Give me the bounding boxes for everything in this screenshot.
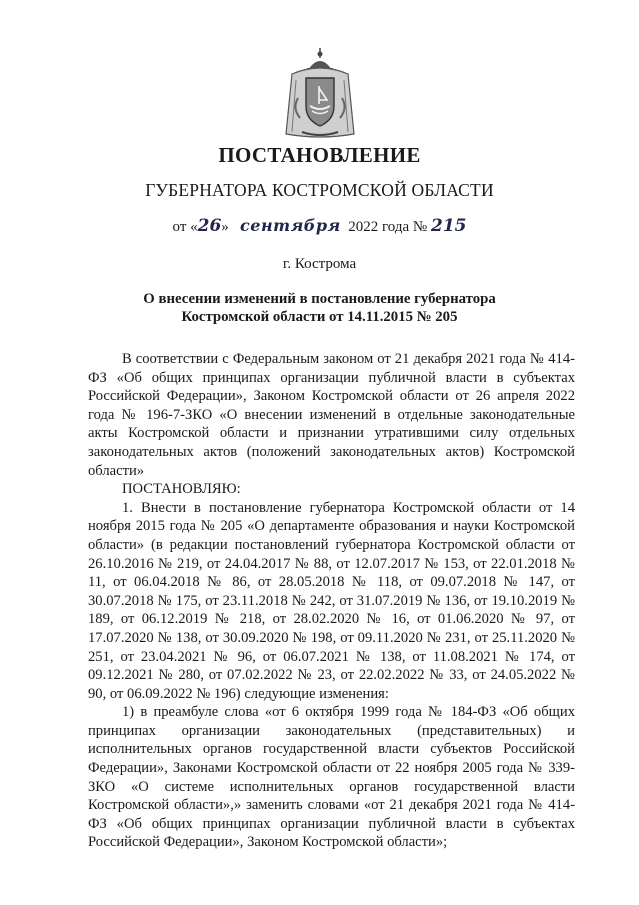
document-date-line	[0, 216, 639, 236]
document-title: ПОСТАНОВЛЕНИЕ	[218, 143, 421, 167]
date-day-close: »	[221, 219, 229, 235]
date-prefix: от «	[172, 219, 198, 235]
heading-line-1: О внесении изменений в постановление губернатора	[143, 291, 496, 307]
document-body	[88, 350, 575, 852]
decree-word: ПОСТАНОВЛЯЮ:	[122, 481, 241, 498]
handwritten-day: 26	[197, 216, 222, 236]
document-city: г. Кострома	[282, 256, 357, 272]
coat-of-arms-icon	[282, 48, 358, 140]
item-1-paragraph: 1. Внести в постановление губернатора Костромской области от 14 ноября 2015 года № 205 «О департаменте образования и науки Костромской области» (в редакции постановлений губернатора Костромской области от 26.10.2016 № 219, от 24.04.2017 № 88, от 12.07.2017 № 153, от 22.01.2018 № 11, от 06.04.2018 № 86, от 28.05.2018 № 118, от 09.07.2018 № 147, от 30.07.2018 № 175, от 23.11.2018 № 242, от 31.07.2019 № 136, от 19.10.2019 № 189, от 06.12.2019 № 218, от 28.02.2020 № 16, от 01.06.2020 № 97, от 17.07.2020 № 138, от 30.09.2020 № 198, от 09.11.2020 № 231, от 25.11.2020 № 251, от 23.04.2021 № 96, от 06.07.2021 № 138, от 11.08.2021 № 174, от 09.12.2021 № 280, от 07.02.2022 № 23, от 22.02.2022 № 33, от 24.05.2022 № 90, от 06.09.2022 № 196) следующие изменения:	[88, 499, 575, 702]
subitem-1-paragraph: 1) в преамбуле слова «от 6 октября 1999 года № 184-ФЗ «Об общих принципах организации законодательных (представительных) и исполнительных органов государственной власти субъектов Российской Федерации», Законами Костромской области от 22 ноября 2005 года № 339-ЗКО «О системе исполнительных органов государственной власти Костромской области»,» заменить словами «от 21 декабря 2021 года № 414-ФЗ «Об общих принципах организации публичной власти в субъектах Российской Федерации», Законом Костромской области»;	[88, 704, 575, 851]
preamble-paragraph: В соответствии с Федеральным законом от 21 декабря 2021 года № 414-ФЗ «Об общих принципах организации публичной власти в субъектах Российской Федерации», Законом Костромской области от 26 апреля 2022 года № 196-7-ЗКО «О внесении изменений в отдельные законодательные акты Костромской области и признании утратившими силу отдельных законодательных актов (положений законодательных актов) Костромской области»	[88, 351, 575, 479]
handwritten-number: 215	[430, 216, 467, 236]
date-year-text: 2022 года №	[348, 219, 428, 235]
document-heading	[100, 290, 539, 326]
handwritten-month: сентября	[240, 216, 341, 235]
heading-line-2: Костромской области от 14.11.2015 № 205	[181, 309, 458, 325]
document-issuer: ГУБЕРНАТОРА КОСТРОМСКОЙ ОБЛАСТИ	[145, 180, 494, 200]
